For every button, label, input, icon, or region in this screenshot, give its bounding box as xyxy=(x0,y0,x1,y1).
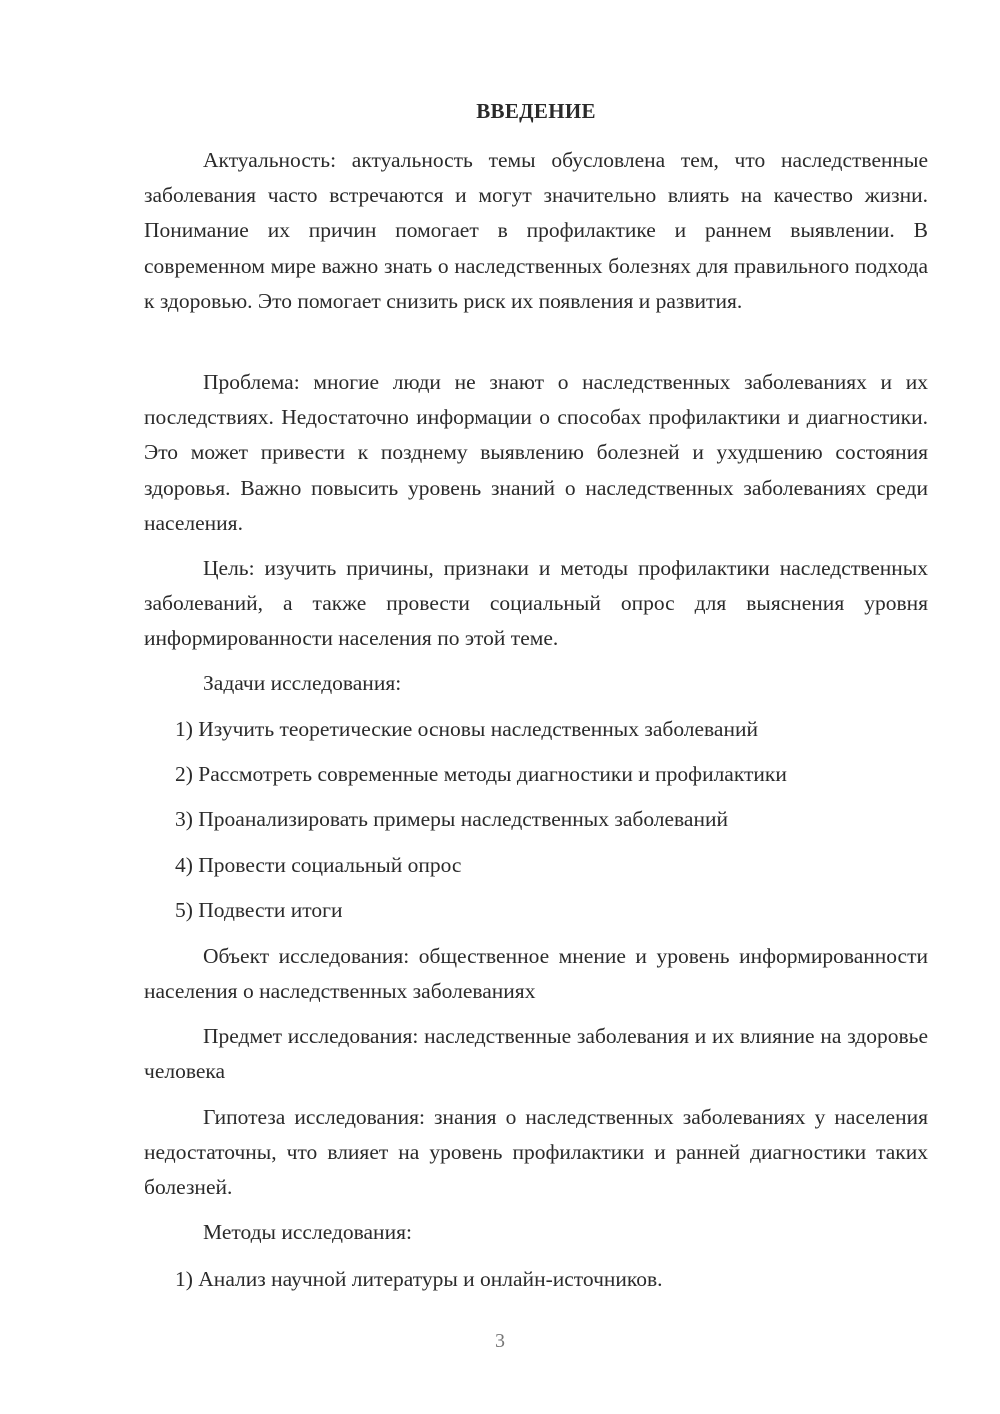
object-paragraph: Объект исследования: общественное мнение и уровень информированности населения о наследственных заболеваниях xyxy=(144,944,928,1004)
tasks-heading: Задачи исследования: xyxy=(203,671,402,695)
problem-paragraph: Проблема: многие люди не знают о наследственных заболеваниях и их последствиях. Недостаточно информации о способах профилактики и диагностики. Это может привести к позднему выявлению болезней и ухудшению состояния здоровья. Важно повысить уровень знаний о наследственных заболеваниях среди населения. xyxy=(144,370,928,535)
methods-heading: Методы исследования: xyxy=(203,1220,412,1244)
document-page xyxy=(144,0,928,1414)
relevance-paragraph: Актуальность: актуальность темы обусловлена тем, что наследственные заболевания часто встречаются и могут значительно влиять на качество жизни. Понимание их причин помогает в профилактике и раннем выявлении. В современном мире важно знать о наследственных болезнях для правильного подхода к здоровью. Это помогает снизить риск их появления и развития. xyxy=(144,148,928,313)
page-title: ВВЕДЕНИЕ xyxy=(476,99,596,123)
hypothesis-paragraph: Гипотеза исследования: знания о наследственных заболеваниях у населения недостаточны, что влияет на уровень профилактики и ранней диагностики таких болезней. xyxy=(144,1105,928,1200)
task-item: 2) Рассмотреть современные методы диагностики и профилактики xyxy=(175,762,787,786)
task-item: 1) Изучить теоретические основы наследственных заболеваний xyxy=(175,717,758,741)
task-item: 4) Провести социальный опрос xyxy=(175,853,462,877)
goal-paragraph: Цель: изучить причины, признаки и методы профилактики наследственных заболеваний, а также провести социальный опрос для выяснения уровня информированности населения по этой теме. xyxy=(144,556,928,651)
task-item: 3) Проанализировать примеры наследственных заболеваний xyxy=(175,807,728,831)
page-number: 3 xyxy=(495,1330,505,1352)
subject-paragraph: Предмет исследования: наследственные заболевания и их влияние на здоровье человека xyxy=(144,1024,928,1084)
task-item: 5) Подвести итоги xyxy=(175,898,343,922)
method-item: 1) Анализ научной литературы и онлайн-источников. xyxy=(175,1267,663,1291)
